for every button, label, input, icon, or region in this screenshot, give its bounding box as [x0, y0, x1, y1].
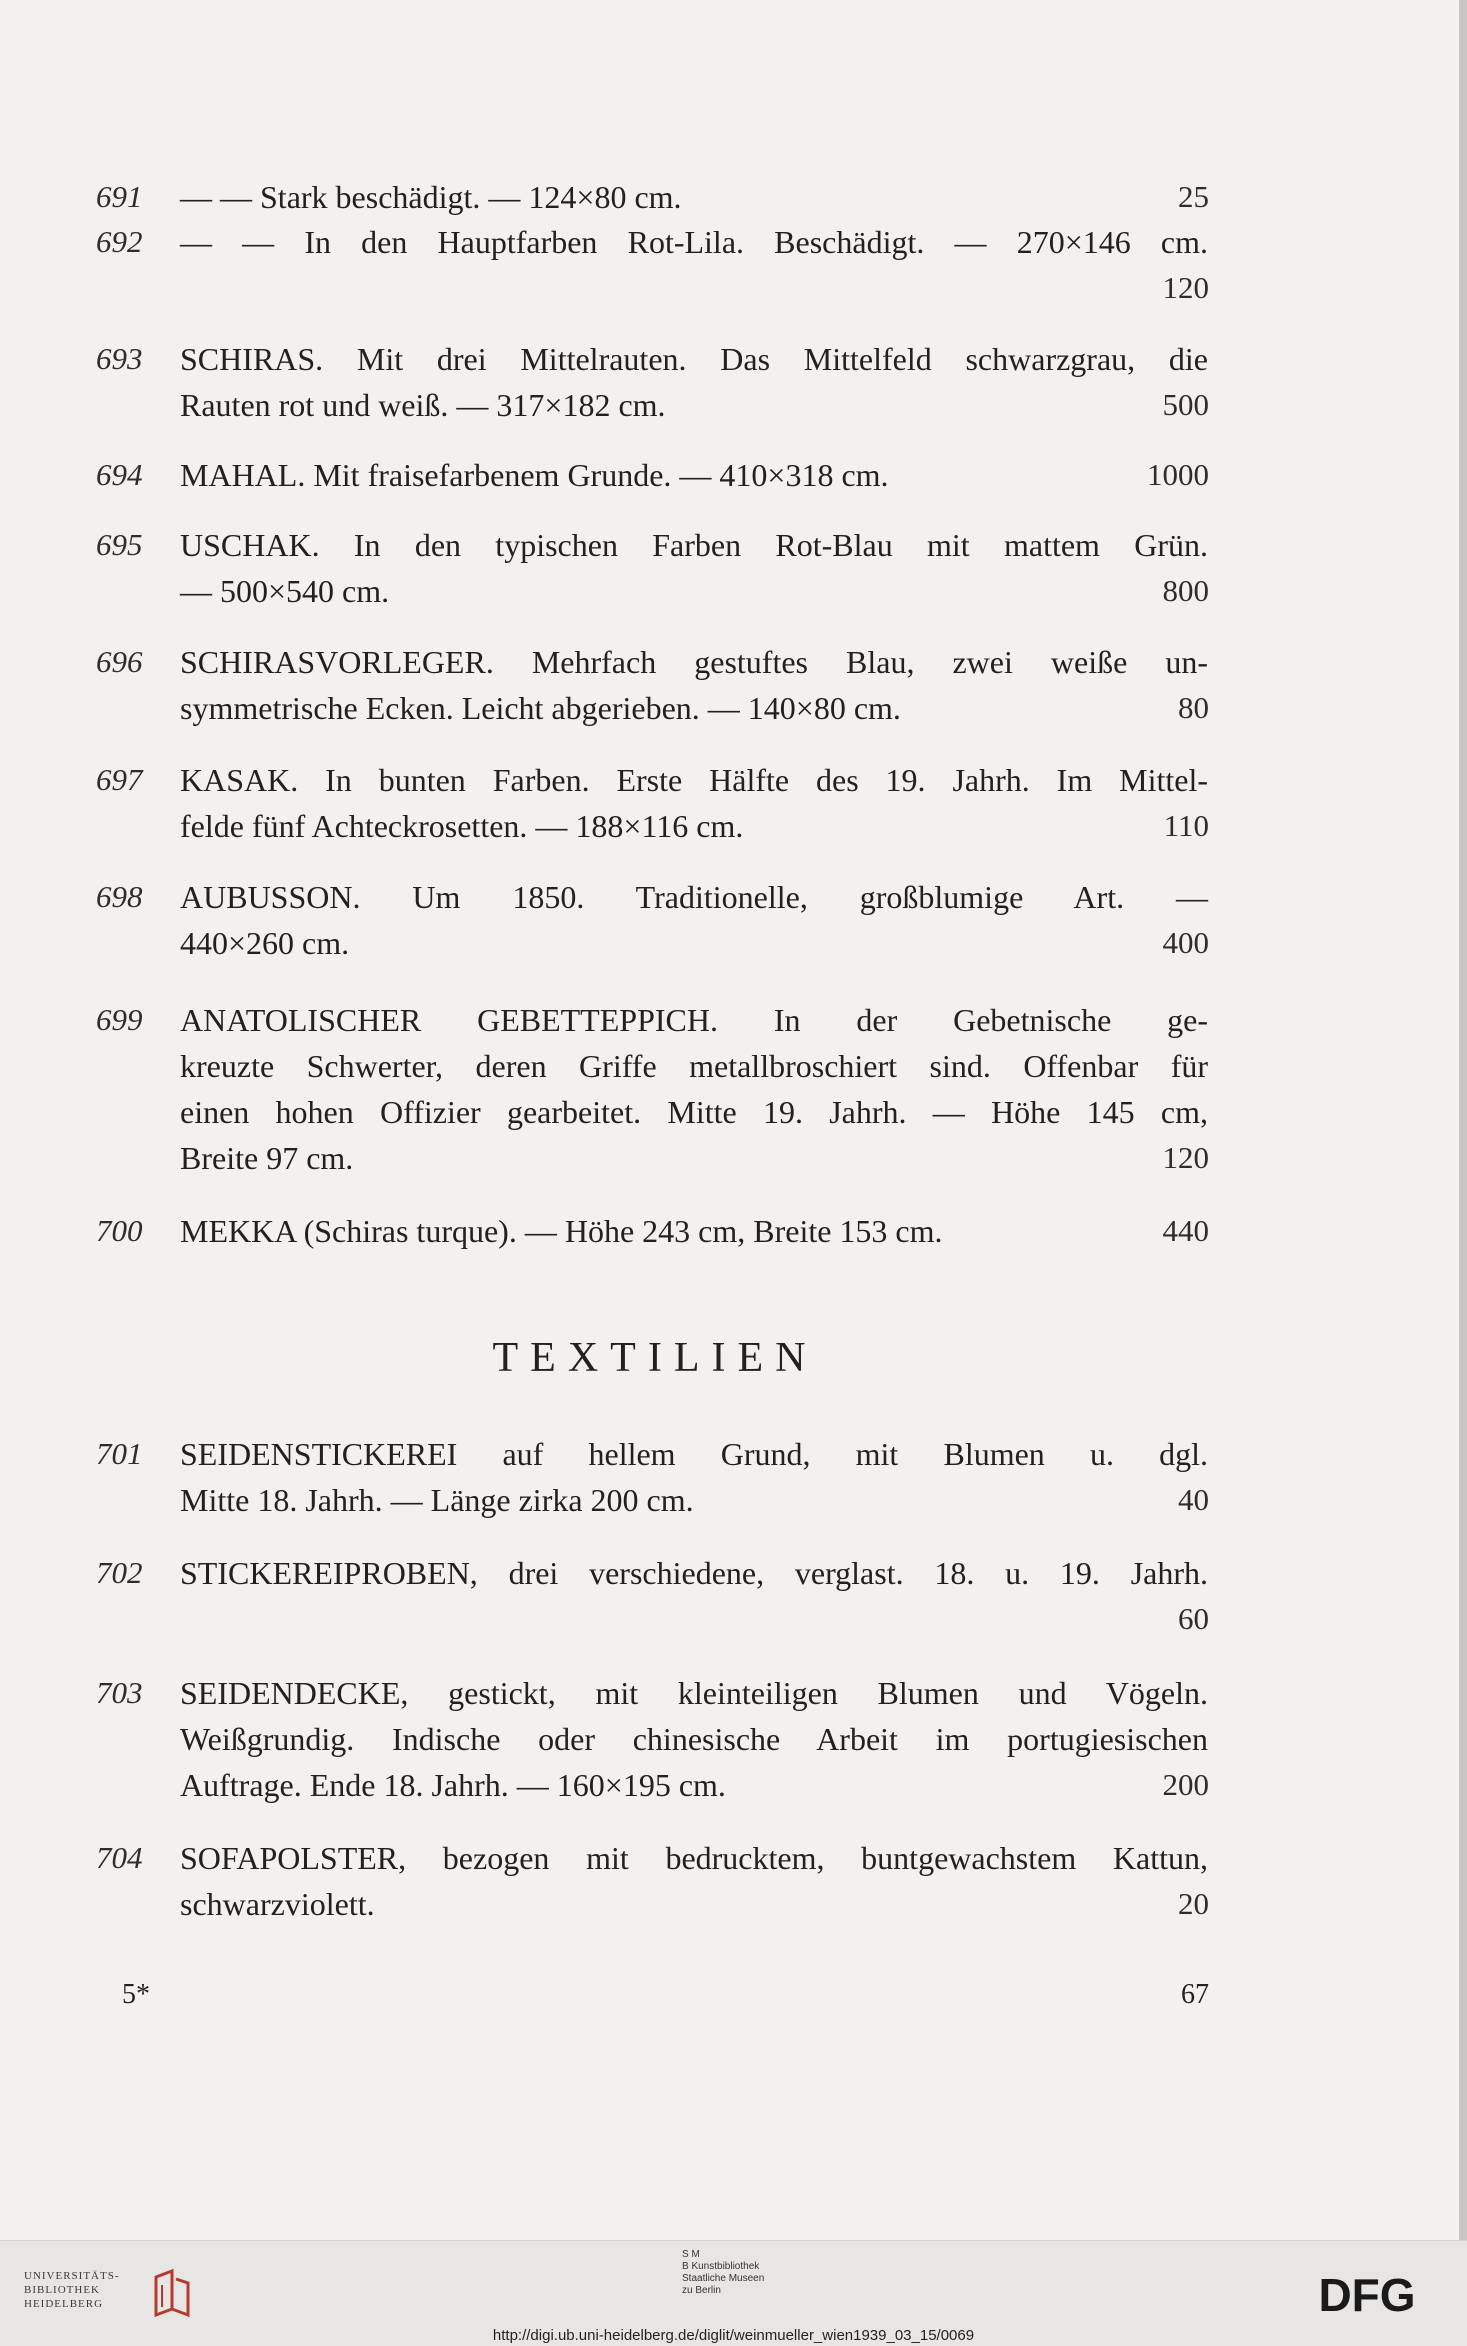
lot-description-line: SEIDENSTICKEREI auf hellem Grund, mit Blumen u. dgl. — [180, 1436, 1208, 1472]
lot-description-line: AUBUSSON. Um 1850. Traditionelle, großblumige Art. — — [180, 879, 1208, 915]
center-logo-line-3: Staatliche Museen — [682, 2273, 765, 2284]
page-number: 67 — [1181, 1979, 1209, 2010]
kunstbibliothek-logo[interactable] — [682, 2249, 812, 2297]
lot-description-line: Breite 97 cm. — [180, 1140, 354, 1176]
lot-description-line: ANATOLISCHER GEBETTEPPICH. In der Gebetnische ge- — [180, 1002, 1208, 1038]
dfg-logo[interactable] — [1297, 2269, 1437, 2319]
lot-description-line: STICKEREIPROBEN, drei verschiedene, verglast. 18. u. 19. Jahrh. — [180, 1555, 1208, 1591]
lot-price: 200 — [1162, 1767, 1209, 1802]
lot-price: 120 — [1162, 270, 1209, 305]
lot-description-line: einen hohen Offizier gearbeitet. Mitte 19. Jahrh. — Höhe 145 cm, — [180, 1094, 1208, 1130]
permalink-url[interactable]: http://digi.ub.uni-heidelberg.de/diglit/weinmueller_wien1939_03_15/0069 — [492, 2327, 975, 2344]
lot-description-line: — 500×540 cm. — [180, 573, 390, 609]
lot-number: 703 — [96, 1675, 143, 1710]
lot-number: 694 — [96, 457, 143, 492]
university-line-2: BIBLIOTHEK — [24, 2284, 100, 2296]
lot-number: 701 — [96, 1436, 143, 1471]
lot-number: 691 — [96, 179, 143, 214]
lot-description-line: KASAK. In bunten Farben. Erste Hälfte des 19. Jahrh. Im Mittel- — [180, 762, 1208, 798]
lot-description-line: MEKKA (Schiras turque). — Höhe 243 cm, Breite 153 cm. — [180, 1213, 943, 1249]
lot-description-line: Mitte 18. Jahrh. — Länge zirka 200 cm. — [180, 1482, 694, 1518]
lot-number: 700 — [96, 1213, 143, 1248]
lot-description-line: kreuzte Schwerter, deren Griffe metallbroschiert sind. Offenbar für — [180, 1048, 1208, 1084]
university-line-3: HEIDELBERG — [24, 2298, 104, 2310]
lot-number: 697 — [96, 762, 143, 797]
viewer-footer-bar — [0, 2240, 1467, 2346]
lot-description-line: symmetrische Ecken. Leicht abgerieben. — 140×80 cm. — [180, 690, 901, 726]
dfg-logo-text: DFG — [1318, 2269, 1416, 2319]
center-logo-line-2: B Kunstbibliothek — [682, 2261, 760, 2272]
university-emblem-icon — [152, 2269, 192, 2321]
lot-description-line: — — Stark beschädigt. — 124×80 cm. — [180, 179, 682, 215]
lot-price: 400 — [1162, 925, 1209, 960]
scan-edge — [1459, 0, 1467, 2240]
lot-description-line: USCHAK. In den typischen Farben Rot-Blau mit mattem Grün. — [180, 527, 1208, 563]
university-line-1: UNIVERSITÄTS- — [24, 2270, 120, 2282]
lot-description-line: SEIDENDECKE, gestickt, mit kleinteiligen Blumen und Vögeln. — [180, 1675, 1208, 1711]
lot-description-line: Weißgrundig. Indische oder chinesische Arbeit im portugiesischen — [180, 1721, 1208, 1757]
lot-description-line: schwarzviolett. — [180, 1886, 375, 1922]
lot-description-line: — — In den Hauptfarben Rot-Lila. Beschädigt. — 270×146 cm. — [180, 224, 1208, 260]
university-library-logo[interactable] — [24, 2269, 164, 2311]
lot-price: 110 — [1163, 808, 1209, 843]
lot-number: 702 — [96, 1555, 143, 1590]
lot-price: 800 — [1162, 573, 1209, 608]
lot-price: 20 — [1178, 1886, 1209, 1921]
lot-number: 695 — [96, 527, 143, 562]
lot-price: 120 — [1162, 1140, 1209, 1175]
lot-price: 40 — [1178, 1482, 1209, 1517]
lot-number: 698 — [96, 879, 143, 914]
lot-description-line: felde fünf Achteckrosetten. — 188×116 cm. — [180, 808, 744, 844]
center-logo-line-4: zu Berlin — [682, 2285, 721, 2296]
lot-number: 696 — [96, 644, 143, 679]
lot-price: 60 — [1178, 1601, 1209, 1636]
lot-number: 693 — [96, 341, 143, 376]
lot-price: 440 — [1162, 1213, 1209, 1248]
lot-number: 704 — [96, 1840, 143, 1875]
lot-price: 80 — [1178, 690, 1209, 725]
lot-number: 692 — [96, 224, 143, 259]
section-title: TEXTILIEN — [492, 1335, 818, 1381]
lot-description-line: SOFAPOLSTER, bezogen mit bedrucktem, buntgewachstem Kattun, — [180, 1840, 1208, 1876]
lot-description-line: MAHAL. Mit fraisefarbenem Grunde. — 410×318 cm. — [180, 457, 889, 493]
center-logo-line-1: S M — [682, 2249, 700, 2260]
lot-price: 500 — [1162, 387, 1209, 422]
lot-number: 699 — [96, 1002, 143, 1037]
lot-description-line: SCHIRASVORLEGER. Mehrfach gestuftes Blau, zwei weiße un- — [180, 644, 1208, 680]
lot-description-line: Rauten rot und weiß. — 317×182 cm. — [180, 387, 666, 423]
lot-description-line: 440×260 cm. — [180, 925, 350, 961]
lot-description-line: Auftrage. Ende 18. Jahrh. — 160×195 cm. — [180, 1767, 726, 1803]
signature-mark: 5* — [122, 1979, 150, 2010]
lot-price: 25 — [1178, 179, 1209, 214]
lot-description-line: SCHIRAS. Mit drei Mittelrauten. Das Mittelfeld schwarzgrau, die — [180, 341, 1208, 377]
lot-price: 1000 — [1147, 457, 1209, 492]
